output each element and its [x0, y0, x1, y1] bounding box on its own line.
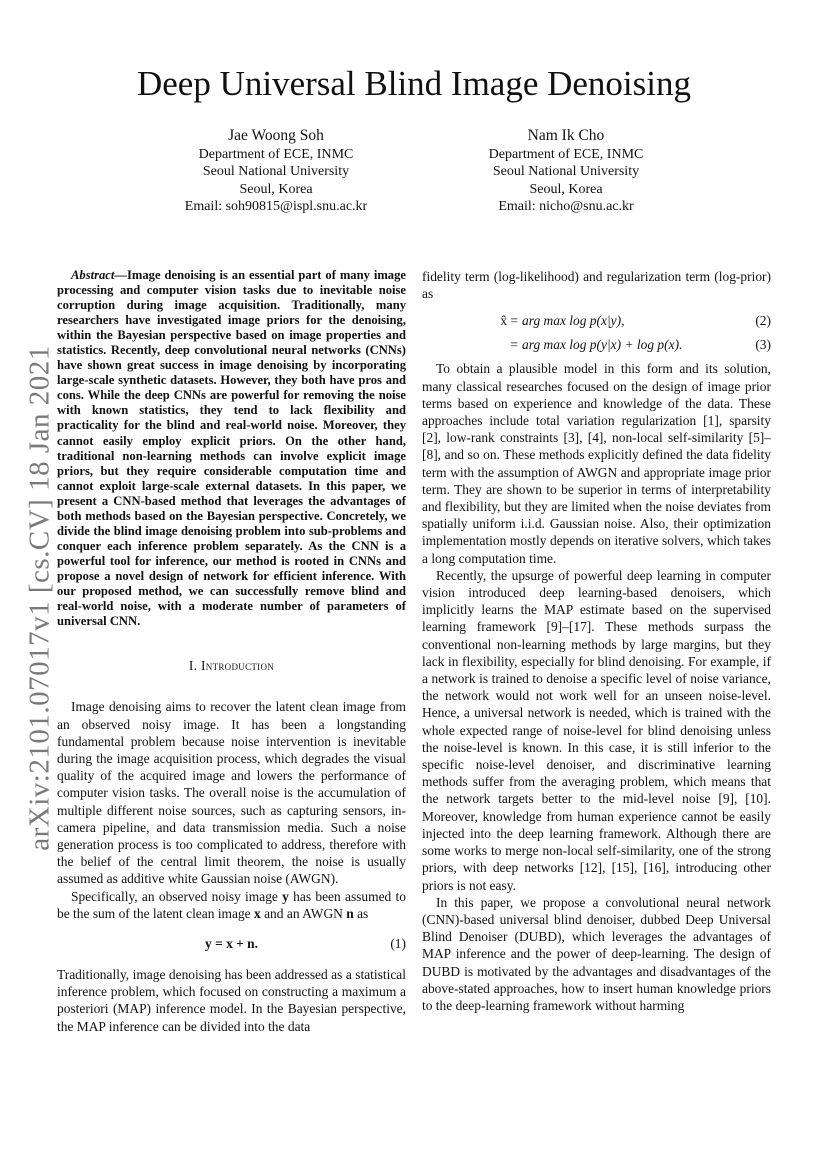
equation-1 [57, 922, 406, 966]
intro-paragraph-1: Image denoising aims to recover the latent clean image from an observed noisy image. It has been a longstanding fundamental problem because noise intervention is inevitable during the image acquisition process, which degrades the visual quality of the acquired image and lowers the performance of computer vision tasks. The overall noise is the accumulation of multiple different noise sources, such as capturing sensors, in-camera pipeline, and data transmission media. Such a noise generation process is too complicated to address, therefore with the belief of the central limit theorem, the noise is usually assumed as additive white Gaussian noise (AWGN). [57, 699, 406, 887]
author-city: Seoul, Korea [239, 181, 313, 197]
math-symbol: n [346, 905, 354, 921]
author-email: Email: nicho@snu.ac.kr [498, 199, 634, 215]
section-heading-introduction [57, 657, 406, 674]
equation-number: (3) [755, 336, 771, 352]
text-run: as [353, 905, 369, 921]
text-run: Specifically, an observed noisy image [71, 888, 283, 904]
equation-body: y = x + n. [204, 936, 259, 952]
equation-number: (2) [755, 312, 771, 328]
abstract-text: —Image denoising is an essential part of many image processing and computer vision tasks due to inevitable noise corruption during image acquisition. Traditionally, many researchers have investigated image priors for the denoising, within the Bayesian perspective based on image properties and statistics. Recently, deep convolutional neural networks (CNNs) have shown great success in image denoising by incorporating large-scale synthetic datasets. However, they both have pros and cons. While the deep CNNs are powerful for removing the noise with known statistics, they tend to lack flexibility and practicality for the blind and real-world noise. Moreover, they cannot easily employ explicit priors. On the other hand, traditional non-learning methods can involve explicit image priors, but they require considerable computation time and cannot exploit large-scale external datasets. In this paper, we present a CNN-based method that leverages the advantages of both methods based on the Bayesian perspective. Concretely, we divide the blind image denoising problem into sub-problems and conquer each inference problem separately. As the CNN is a powerful tool for inference, our method is rooted in CNNs and propose a novel design of network for efficient inference. With our proposed method, we can successfully remove blind and real-world noise, with a moderate number of parameters of universal CNN. [57, 268, 406, 629]
author-university: Seoul National University [492, 164, 640, 180]
math-symbol: x [254, 905, 261, 921]
equation-rhs: arg max log p(y|x) + log p(x). [522, 336, 683, 352]
author-dept: Department of ECE, INMC [198, 146, 354, 162]
author-dept: Department of ECE, INMC [488, 146, 644, 162]
right-paragraph-0: fidelity term (log-likelihood) and regularization term (log-prior) as [422, 269, 771, 302]
equation-group-2-3 [422, 308, 771, 356]
author-university: Seoul National University [202, 164, 350, 180]
left-column [57, 268, 406, 1035]
section-number: I. [188, 658, 201, 674]
equation-number: (1) [390, 936, 406, 952]
author-block-2 [446, 127, 686, 216]
abstract [57, 268, 406, 629]
author-city: Seoul, Korea [529, 181, 603, 197]
intro-paragraph-3: Traditionally, image denoising has been addressed as a statistical inference problem, which focused on constructing a maximum a posteriori (MAP) inference model. In the Bayesian perspective, the MAP inference can be divided into the data [57, 966, 406, 1034]
equation-2 [422, 308, 771, 332]
author-email: Email: soh90815@ispl.snu.ac.kr [184, 199, 368, 215]
right-column [422, 268, 771, 1014]
equation-3 [422, 332, 771, 356]
math-symbol: y [282, 888, 289, 904]
author-name: Jae Woong Soh [228, 127, 324, 144]
author-block-1 [156, 127, 396, 216]
equation-rhs: arg max log p(x|y), [522, 312, 625, 328]
abstract-label: Abstract [71, 268, 115, 282]
text-run: and an AWGN [260, 905, 347, 921]
right-paragraph-1: To obtain a plausible model in this form and its solution, many classical researches focused on the design of image prior terms based on experience and knowledge of the data. These approaches include total variation regularization [1], sparsity [2], low-rank constraints [3], [4], non-local self-similarity [5]–[8], and so on. These methods explicitly defined the data fidelity term with the assumption of AWGN and appropriate image prior term. They are shown to be superior in terms of interpretability and flexibility, but they are limited when the noise deviates from spatially uniform i.i.d. Gaussian noise. Also, their optimization implementation mostly depends on iterative solvers, which takes a long computation time. [422, 361, 771, 566]
intro-paragraph-2 [57, 888, 406, 922]
right-paragraph-2: Recently, the upsurge of powerful deep learning in computer vision introduced deep learning-based denoisers, which implicitly learns the MAP estimate based on the supervised learning framework [9]–[17]. These methods surpass the conventional non-learning methods by large margins, but they lack in flexibility, especially for blind denoising. For example, if a network is trained to denoise a specific level of noise variance, the network would not work well for an unseen noise-level. Hence, a universal network is needed, which is trained with the whole expected range of noise-level for blind denoising unless the noise-level is known. In this case, it is still inferior to the specific noise-level denoiser, and discriminative learning methods suffer from the averaging problem, which means that the network targets better to the mid-level noise [9], [10]. Moreover, knowledge from human experience cannot be easily injected into the deep learning framework. Although there are some works to merge non-local self-similarity, one of the strong priors, with deep networks [12], [15], [16], introducing other priors is not easy. [422, 567, 771, 893]
text-run: has been assumed to be the sum of the latent clean image [57, 888, 406, 921]
right-paragraph-3: In this paper, we propose a convolutional neural network (CNN)-based universal blind denoiser, dubbed Deep Universal Blind Denoiser (DUBD), which leverages the advantages of MAP inference and the power of deep-learning. The design of DUBD is motivated by the advantages and disadvantages of the above-stated approaches, how to insert human knowledge priors to the deep-learning framework without harming [422, 894, 771, 1013]
arxiv-watermark: arXiv:2101.07017v1 [cs.CV] 18 Jan 2021 [23, 345, 56, 851]
equation-lhs: = [510, 336, 518, 352]
author-name: Nam Ik Cho [527, 127, 605, 144]
equation-lhs: x̂ = [500, 312, 518, 328]
section-title: Introduction [201, 658, 275, 674]
paper-title: Deep Universal Blind Image Denoising [136, 64, 692, 103]
